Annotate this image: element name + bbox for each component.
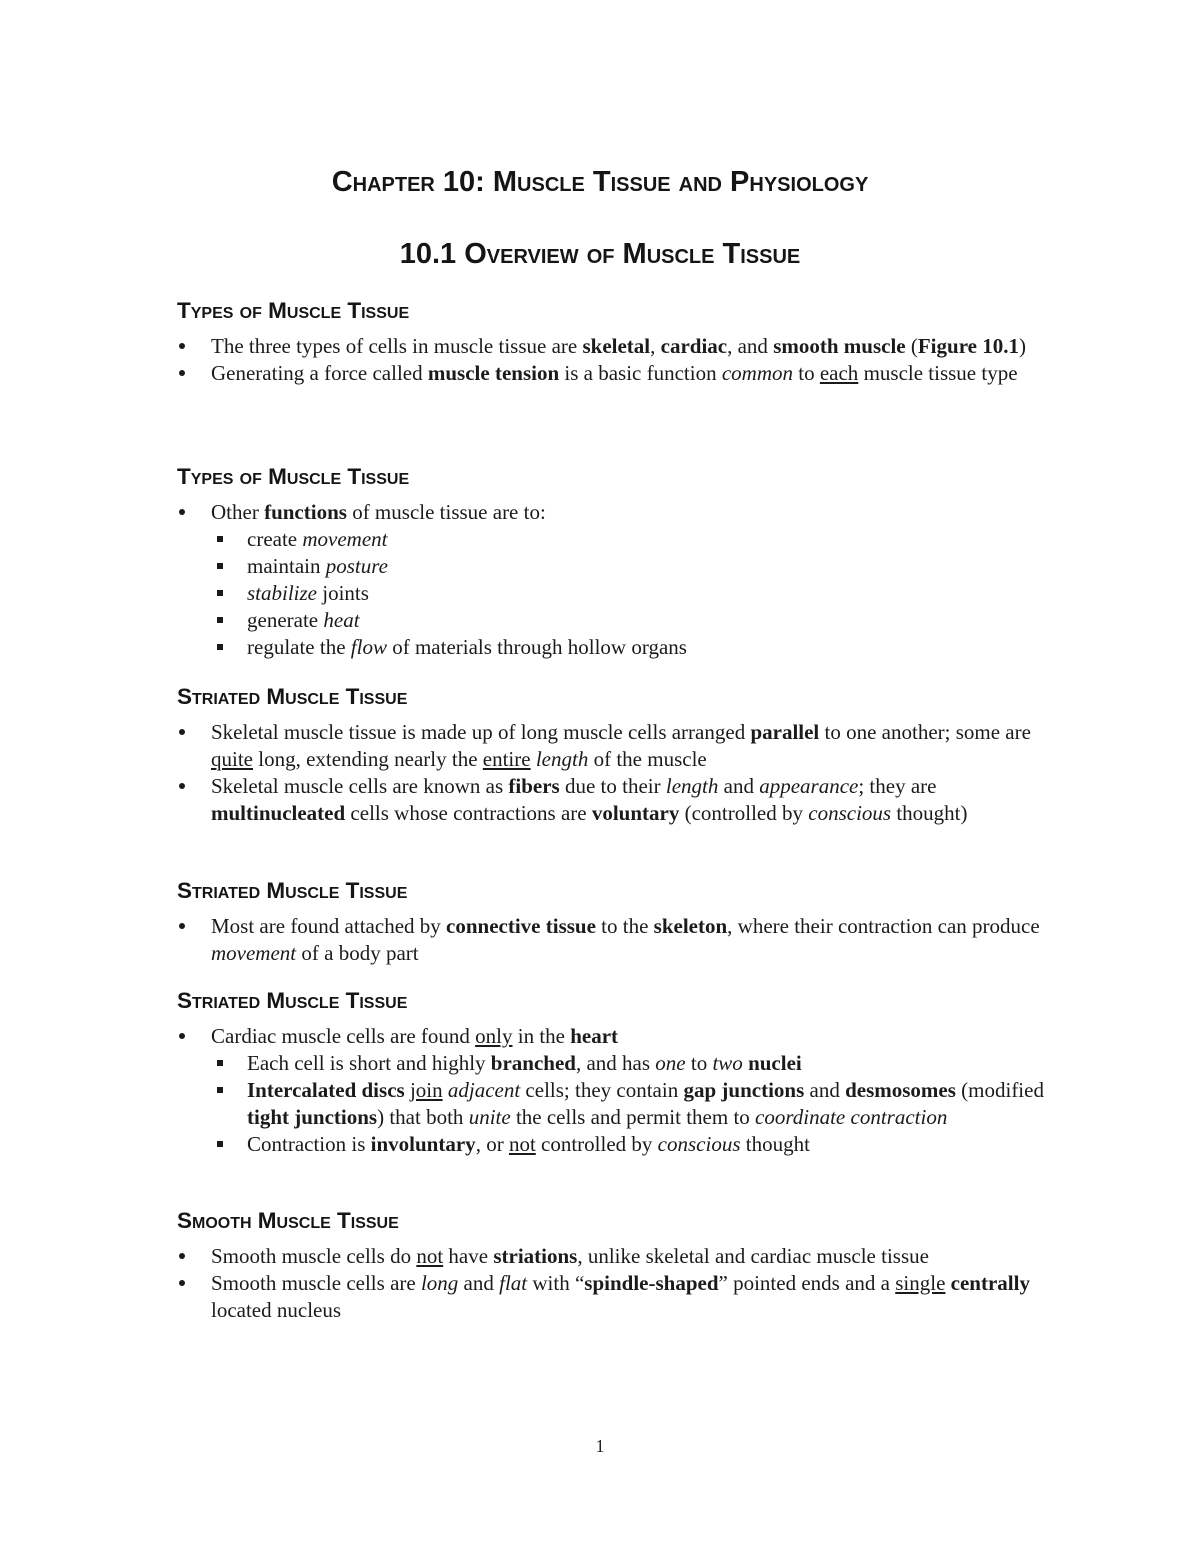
section-heading: Striated Muscle Tissue [177,684,408,709]
text-run: Each cell is short and highly [247,1050,491,1075]
text-run: the cells and permit them to [510,1104,756,1129]
text-run: (controlled by [679,800,809,825]
text-run: to [793,360,820,385]
text-run: Other [211,499,265,524]
text-run: to [685,1050,713,1075]
underlined-text: each [819,360,859,385]
bold-text: fibers [508,773,560,798]
text-run: Generating a force called [211,360,428,385]
sub-bullet-text [247,608,360,632]
bullet-text [211,720,1031,771]
bold-text: parallel [750,719,820,744]
italic-text: unite [468,1104,511,1129]
bold-text: tight junctions [247,1104,378,1129]
bullet-text [211,500,546,524]
italic-text: common [721,360,793,385]
text-run: (modified [955,1077,1044,1102]
bold-text: branched [490,1050,576,1075]
text-run: in the [512,1023,571,1048]
text-run: of muscle tissue are to: [346,499,546,524]
text-run: thought) [891,800,968,825]
italic-text: coordinate contraction [755,1104,948,1129]
bold-text: involuntary [370,1131,476,1156]
bullet-list [177,333,1057,387]
text-run: cells; they contain [520,1077,684,1102]
underlined-text: entire [482,746,531,771]
text-run: of materials through hollow organs [386,634,687,659]
text-run: and [804,1077,846,1102]
text-run: , where their contraction can produce [727,913,1040,938]
section-striated-3 [177,990,1057,1158]
text-run: Smooth muscle cells are [211,1270,421,1295]
italic-text: conscious [808,800,892,825]
text-run: ” pointed ends and a [718,1270,896,1295]
bullet-item [177,1270,1057,1324]
text-run: ( [905,333,918,358]
text-run: Smooth muscle cells do [211,1243,417,1268]
bullet-text [211,774,968,825]
text-run: Most are found attached by [211,913,447,938]
underlined-text: join [409,1077,443,1102]
sub-bullet-text [247,635,687,659]
bullet-text [211,361,1018,385]
section-types-2 [177,466,1057,661]
text-run: controlled by [535,1131,658,1156]
sub-bullet-text [247,1051,802,1075]
page-number: 1 [595,1436,605,1456]
bold-text: striations [493,1243,578,1268]
bold-text: connective tissue [446,913,596,938]
italic-text: movement [211,940,297,965]
sub-bullet-item [211,1077,1057,1131]
bold-text: multinucleated [211,800,346,825]
sub-bullet-item [211,1131,1057,1158]
bullet-item [177,913,1057,967]
section-heading: Types of Muscle Tissue [177,298,410,323]
chapter-title: Chapter 10: Muscle Tissue and Physiology [331,166,869,198]
bullet-item [177,719,1057,773]
italic-text: appearance [759,773,859,798]
text-run: muscle tissue type [858,360,1018,385]
italic-text: movement [302,526,388,551]
underlined-text: quite [211,746,253,771]
italic-text: length [665,773,719,798]
italic-text: adjacent [447,1077,521,1102]
text-run: ) that both [377,1104,469,1129]
text-run: of a body part [296,940,419,965]
text-run: with “ [527,1270,585,1295]
bold-text: heart [570,1023,619,1048]
text-run: Cardiac muscle cells are found [211,1023,476,1048]
text-run: Contraction is [247,1131,371,1156]
sub-bullet-item [211,634,1057,661]
sub-bullet-item [211,526,1057,553]
text-run: is a basic function [559,360,722,385]
bold-text: spindle-shaped [584,1270,719,1295]
bold-text: skeletal [582,333,651,358]
section-smooth [177,1210,1057,1324]
text-run: generate [247,607,324,632]
text-run: and [458,1270,500,1295]
sub-bullet-text [247,581,369,605]
bullet-item [177,1023,1057,1158]
sub-bullet-text [247,527,388,551]
text-run: , [650,333,661,358]
bullet-list [177,1243,1057,1324]
bullet-item [177,333,1057,360]
underlined-text: only [475,1023,513,1048]
text-run: maintain [247,553,326,578]
section-types-1 [177,300,1057,387]
text-run: regulate the [247,634,351,659]
text-run: ) [1018,333,1026,358]
italic-text: flow [350,634,387,659]
underlined-text: single [895,1270,946,1295]
underlined-text: not [416,1243,444,1268]
text-run: due to their [559,773,666,798]
bullet-text [211,334,1026,358]
text-run: joints [317,580,369,605]
sub-bullet-item [211,1050,1057,1077]
bold-text: skeleton [653,913,728,938]
italic-text: flat [499,1270,528,1295]
text-run: create [247,526,303,551]
bullet-list [177,499,1057,661]
italic-text: stabilize [247,580,318,605]
section-striated-1 [177,686,1057,827]
italic-text: conscious [657,1131,741,1156]
sub-bullet-text [247,1078,1044,1129]
bold-text: functions [264,499,347,524]
bullet-text [211,1024,618,1048]
bullet-item [177,1243,1057,1270]
bullet-item [177,360,1057,387]
bold-text: centrally [950,1270,1030,1295]
text-run: , or [475,1131,509,1156]
text-run: long, extending nearly the [253,746,483,771]
text-run: The three types of cells in muscle tissue are [211,333,583,358]
bullet-list [177,913,1057,967]
section-heading: Striated Muscle Tissue [177,878,408,903]
bullet-text [211,1244,929,1268]
text-run: , and [727,333,774,358]
section-heading: Smooth Muscle Tissue [177,1208,399,1233]
italic-text: length [535,746,589,771]
section-heading: Striated Muscle Tissue [177,988,408,1013]
text-run: of the muscle [588,746,707,771]
text-run: thought [740,1131,810,1156]
section-title: 10.1 Overview of Muscle Tissue [399,238,801,270]
italic-text: heat [323,607,360,632]
sub-bullet-list [211,526,1057,661]
sub-bullet-item [211,580,1057,607]
sub-bullet-item [211,607,1057,634]
bullet-item [177,499,1057,661]
bullet-item [177,773,1057,827]
sub-bullet-item [211,553,1057,580]
bold-text: Intercalated discs [247,1077,405,1102]
text-run: Skeletal muscle tissue is made up of long muscle cells arranged [211,719,751,744]
text-run: , unlike skeletal and cardiac muscle tissue [577,1243,929,1268]
text-run: to the [595,913,654,938]
bullet-text [211,914,1040,965]
italic-text: long [420,1270,459,1295]
italic-text: two [712,1050,743,1075]
bold-text: nuclei [748,1050,802,1075]
text-run: ; they are [858,773,937,798]
italic-text: one [655,1050,686,1075]
bullet-list [177,1023,1057,1158]
italic-text: posture [325,553,388,578]
bold-text: muscle tension [427,360,560,385]
text-run: , and has [575,1050,656,1075]
bold-text: gap junctions [683,1077,805,1102]
text-run: cells whose contractions are [345,800,592,825]
section-striated-2 [177,880,1057,967]
sub-bullet-list [211,1050,1057,1158]
bold-text: voluntary [591,800,680,825]
sub-bullet-text [247,554,388,578]
text-run: to one another; some are [819,719,1031,744]
text-run: Skeletal muscle cells are known as [211,773,509,798]
underlined-text: not [508,1131,536,1156]
bold-text: desmosomes [845,1077,956,1102]
bullet-text [211,1271,1030,1322]
bold-text: cardiac [660,333,728,358]
text-run: and [718,773,760,798]
bullet-list [177,719,1057,827]
section-heading: Types of Muscle Tissue [177,464,410,489]
sub-bullet-text [247,1132,810,1156]
text-run: have [443,1243,494,1268]
bold-text: Figure 10.1 [917,333,1019,358]
text-run: located nucleus [211,1297,342,1322]
bold-text: smooth muscle [773,333,906,358]
